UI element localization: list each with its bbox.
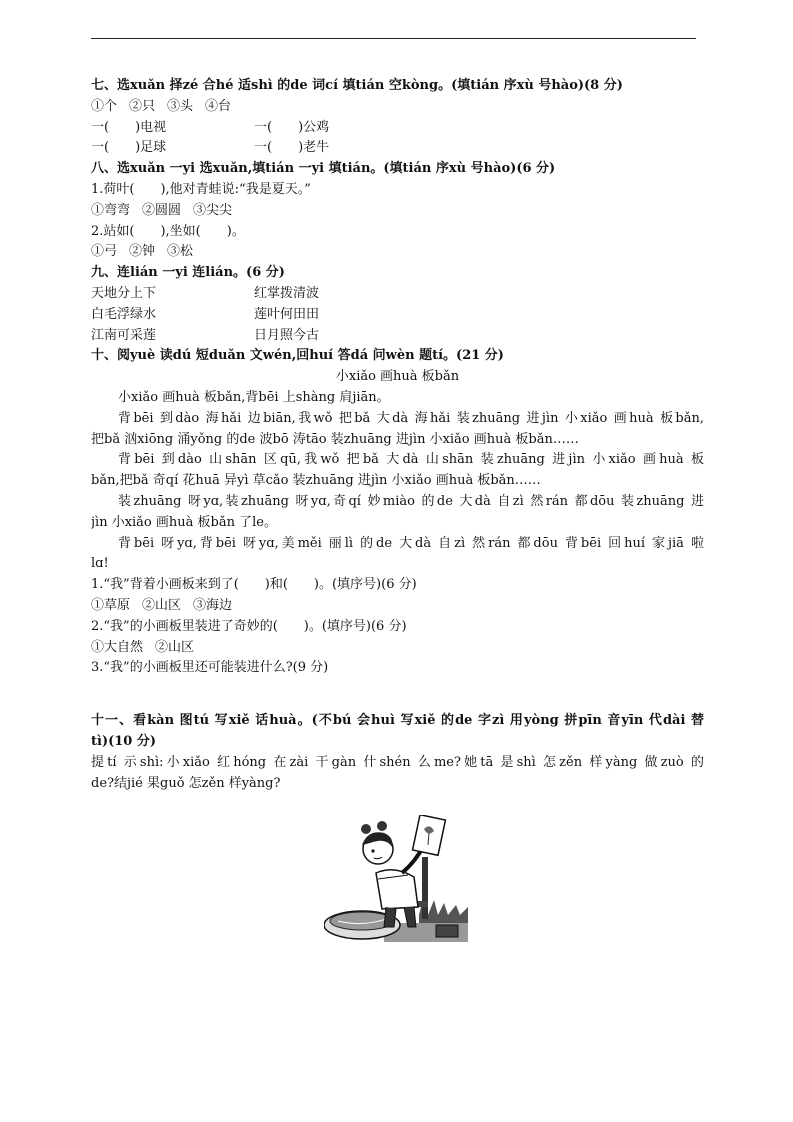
q9-right-item[interactable]: 莲叶何田田 [254,306,320,322]
q7-row [91,118,704,139]
q9-pair [91,326,704,347]
q10-option: ②山区 [142,597,182,613]
q11-heading-cont: tì)(10 分) [91,733,157,749]
passage-line: 小xiǎo 画huà 板bǎn,背bēi 上shàng 肩jiān。 [118,389,390,405]
q9-right-item[interactable]: 日月照今古 [254,327,320,343]
q8-option: ①弯弯 [91,202,131,218]
q11-hint-cont: de?结jié 果guǒ 怎zěn 样yàng? [91,775,281,791]
q10-option: ③海边 [193,597,233,613]
q10-sub-2[interactable]: 2.“我”的小画板里装进了奇妙的( )。(填序号)(6 分) [91,618,407,634]
passage-line: 背bēi 呀yɑ,背bēi 呀yɑ,美měi 丽lì 的de 大dà 自zì 然rán 都dōu 背bēi 回huí 家jiā 啦 [118,535,704,551]
q10-sub-3[interactable]: 3.“我”的小画板里还可能装进什么?(9 分) [91,660,329,676]
header-rule [91,38,696,39]
q10-sub-2-options [91,638,704,659]
q8-option: ②圆圆 [142,202,182,218]
passage-line: bǎn,把bǎ 奇qí 花huā 异yì 草cǎo 装zhuāng 进jìn 小xiǎo 画huà 板bǎn…… [91,473,541,489]
q7-option: ③头 [167,98,194,114]
q10-sub-1-options [91,596,704,617]
q8-item-2[interactable]: 2.站如( ),坐如( )。 [91,223,245,239]
worksheet [91,76,704,794]
q10-option: ①大自然 [91,639,144,655]
passage-line: 把bǎ 汹xiōng 涌yǒng 的de 波bō 涛tāo 装zhuāng 进jìn 小xiǎo 画huà 板bǎn…… [91,431,579,447]
q9-right-item[interactable]: 红掌拨清波 [254,285,320,301]
q7-blank[interactable]: 一( )电视 [91,119,167,135]
passage-line: jìn 小xiǎo 画huà 板bǎn 了le。 [91,514,277,530]
q7-row [91,138,704,159]
q8-item-1-options [91,201,704,222]
q8-option: ①弓 [91,244,118,260]
q7-blank[interactable]: 一( )老牛 [254,140,330,156]
q7-heading: 七、选xuǎn 择zé 合hé 适shì 的de 词cí 填tián 空kòng。(填tián 序xù 号hào)(8 分) [91,78,623,93]
q7-option: ④台 [205,98,232,114]
q11-hint: 提tí 示shì:小xiǎo 红hóng 在zài 干gàn 什shén 么me?她tā 是shì 怎zěn 样yàng 做zuò 的 [91,754,704,770]
q10-option: ①草原 [91,597,131,613]
q9-heading: 九、连lián 一yi 连lián。(6 分) [91,265,285,281]
q7-options [91,97,704,118]
q7-option: ①个 [91,98,118,114]
q8-option: ③尖尖 [193,202,233,218]
q9-left-item[interactable]: 白毛浮绿水 [91,306,157,322]
passage-line: 背bēi 到dào 海hǎi 边biān,我wǒ 把bǎ 大dà 海hǎi 装zhuāng 进jìn 小xiǎo 画huà 板bǎn, [118,410,704,426]
q11-heading: 十一、看kàn 图tú 写xiě 话huà。(不bú 会huì 写xiě 的de 字zì 用yòng 拼pīn 音yīn 代dài 替 [91,713,704,729]
passage-line: lɑ! [91,556,109,572]
answer-space[interactable] [91,679,704,711]
q7-blank[interactable]: 一( )公鸡 [254,119,330,135]
q9-pair [91,305,704,326]
passage-line: 背bēi 到dào 山shān 区qū,我wǒ 把bǎ 大dà 山shān 装zhuāng 进jìn 小xiǎo 画huà 板 [118,452,704,468]
q10-option: ②山区 [155,639,195,655]
q10-sub-1[interactable]: 1.“我”背着小画板来到了( )和( )。(填序号)(6 分) [91,577,417,593]
q9-pair [91,284,704,305]
passage-line: 装zhuāng 呀yɑ,装zhuāng 呀yɑ,奇qí 妙miào 的de 大dà 自zì 然rán 都dōu 装zhuāng 进 [118,493,704,509]
q8-heading: 八、选xuǎn 一yi 选xuǎn,填tián 一yi 填tián。(填tián 序xù 号hào)(6 分) [91,161,556,177]
q8-item-2-options [91,242,704,263]
q9-left-item[interactable]: 天地分上下 [91,285,157,301]
q8-option: ③松 [167,244,194,260]
girl-washing-painting-icon [324,815,468,942]
q9-left-item[interactable]: 江南可采莲 [91,327,157,343]
q8-option: ②钟 [129,244,156,260]
passage-title: 小xiǎo 画huà 板bǎn [335,369,460,385]
q10-heading: 十、阅yuè 读dú 短duǎn 文wén,回huí 答dá 问wèn 题tí。(21 分) [91,348,504,364]
q7-blank[interactable]: 一( )足球 [91,140,167,156]
q8-item-1[interactable]: 1.荷叶( ),他对青蛙说:“我是夏天。” [91,181,311,197]
q7-option: ②只 [129,98,156,114]
